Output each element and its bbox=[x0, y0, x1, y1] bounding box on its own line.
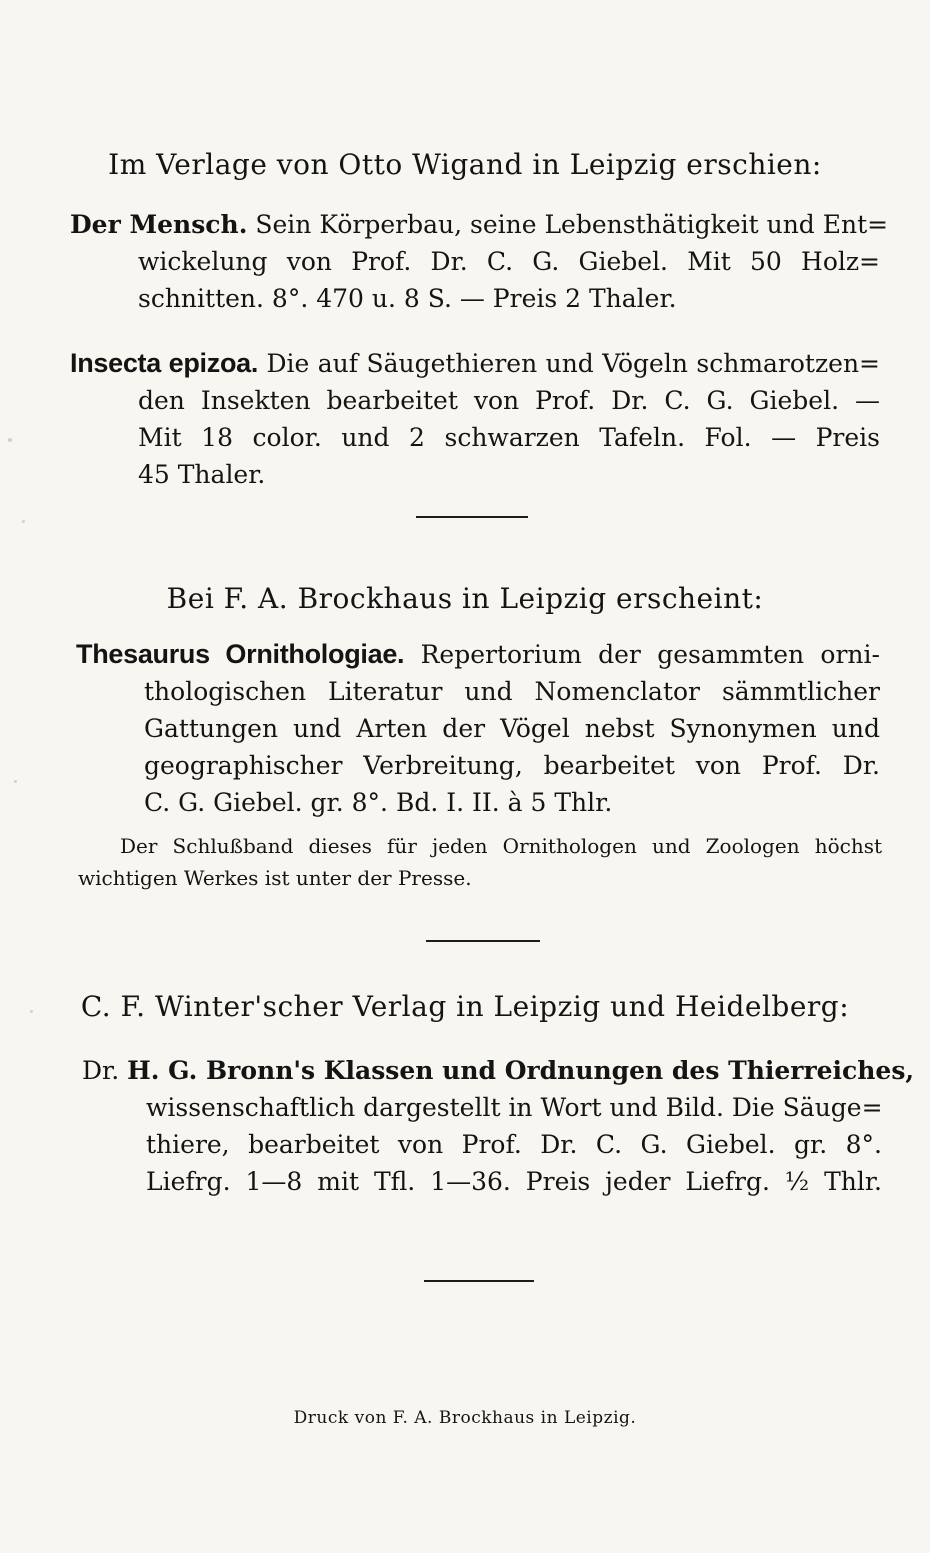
entry-line: schnitten. 8°. 470 u. 8 S. — Preis 2 Thaler. bbox=[138, 284, 677, 313]
section2-heading: Bei F. A. Brockhaus in Leipzig erscheint: bbox=[166, 582, 764, 615]
entry-text: Sein Körperbau, seine Lebensthätigkeit und Ent= bbox=[255, 210, 889, 239]
paper-speck bbox=[14, 780, 17, 783]
entry-title: Thesaurus Ornithologiae. bbox=[76, 639, 405, 669]
note-line: Der Schlußband dieses für jeden Ornithologen und Zoologen höchst bbox=[120, 834, 882, 858]
entry-line bbox=[70, 345, 880, 382]
entry-line: wickelung von Prof. Dr. C. G. Giebel. Mit 50 Holz= bbox=[138, 247, 880, 276]
entry-der-mensch bbox=[70, 206, 889, 317]
entry-line bbox=[82, 1052, 915, 1089]
entry-text: Die auf Säugethieren und Vögeln schmarotzen= bbox=[266, 349, 880, 378]
section3-heading: C. F. Winter'scher Verlag in Leipzig und Heidelberg: bbox=[80, 990, 850, 1023]
paper-speck bbox=[22, 520, 25, 523]
entry-line: Mit 18 color. und 2 schwarzen Tafeln. Fol. — Preis bbox=[138, 423, 880, 452]
printer-imprint: Druck von F. A. Brockhaus in Leipzig. bbox=[293, 1408, 637, 1428]
entry-prefix: Dr. bbox=[82, 1056, 120, 1085]
divider bbox=[426, 940, 540, 942]
entry-line: geographischer Verbreitung, bearbeitet von Prof. Dr. bbox=[144, 751, 880, 780]
divider bbox=[416, 516, 528, 518]
entry-line: C. G. Giebel. gr. 8°. Bd. I. II. à 5 Thlr. bbox=[144, 788, 613, 817]
entry-line bbox=[70, 206, 889, 243]
entry-line: Gattungen und Arten der Vögel nebst Synonymen und bbox=[144, 714, 880, 743]
entry-line bbox=[76, 636, 880, 673]
entry-line: thologischen Literatur und Nomenclator sämmtlicher bbox=[144, 677, 880, 706]
note-line: wichtigen Werkes ist unter der Presse. bbox=[78, 866, 472, 890]
divider bbox=[424, 1280, 534, 1282]
entry-text: Repertorium der gesammten orni- bbox=[420, 640, 880, 669]
entry-title: Der Mensch. bbox=[70, 210, 248, 239]
entry-insecta-epizoa bbox=[70, 345, 880, 493]
entry-title: H. G. Bronn's Klassen und Ordnungen des Thierreiches, bbox=[127, 1056, 915, 1085]
section1-heading: Im Verlage von Otto Wigand in Leipzig erschien: bbox=[108, 148, 822, 181]
entry-bronns-klassen bbox=[82, 1052, 915, 1200]
entry-line: thiere, bearbeitet von Prof. Dr. C. G. Giebel. gr. 8°. bbox=[146, 1130, 882, 1159]
entry-line: Liefrg. 1—8 mit Tfl. 1—36. Preis jeder Liefrg. ½ Thlr. bbox=[146, 1167, 882, 1196]
footnote-schlussband bbox=[78, 830, 882, 894]
paper-speck bbox=[8, 438, 12, 442]
entry-line: 45 Thaler. bbox=[138, 460, 266, 489]
entry-thesaurus-ornithologiae bbox=[76, 636, 880, 821]
entry-line: den Insekten bearbeitet von Prof. Dr. C. G. Giebel. — bbox=[138, 386, 880, 415]
entry-line: wissenschaftlich dargestellt in Wort und Bild. Die Säuge= bbox=[146, 1093, 883, 1122]
entry-title: Insecta epizoa. bbox=[70, 348, 259, 378]
paper-speck bbox=[30, 1010, 33, 1013]
